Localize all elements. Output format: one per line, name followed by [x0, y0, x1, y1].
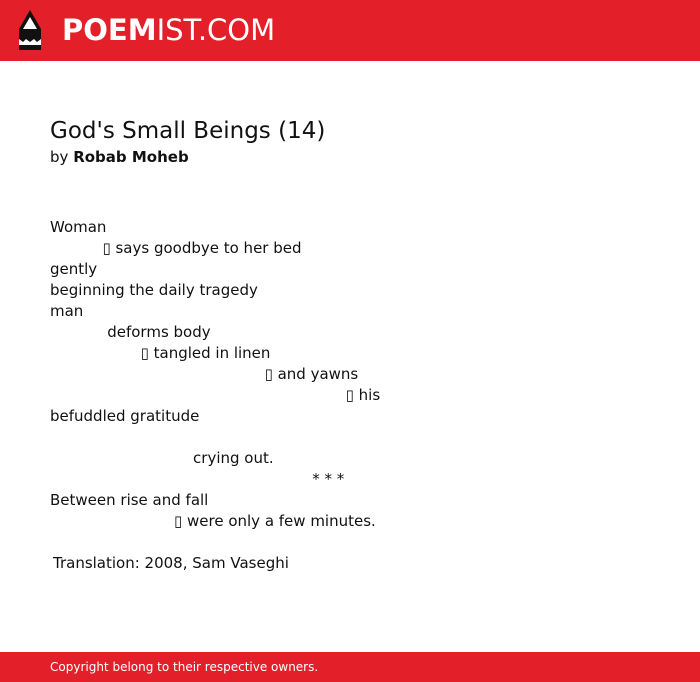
site-header	[0, 0, 700, 61]
site-footer	[0, 652, 700, 682]
byline	[50, 147, 670, 168]
poem-line: befuddled gratitude	[50, 407, 200, 425]
translation-credit: Translation: 2008, Sam Vaseghi	[53, 554, 289, 572]
poem-line: ▯ and yawns	[50, 365, 359, 383]
poem-line: ▯ says goodbye to her bed	[50, 239, 302, 257]
poem-line: beginning the daily tragedy	[50, 281, 258, 299]
poem-body	[50, 217, 670, 532]
poem-line: Woman	[50, 218, 107, 236]
copyright-notice: Copyright belong to their respective owners.	[50, 660, 319, 674]
poem-line: Between rise and fall	[50, 491, 209, 509]
site-logo[interactable]	[62, 12, 275, 48]
brand-light: IST.COM	[156, 13, 276, 47]
poem-line: crying out.	[50, 449, 274, 467]
poem-line: deforms body	[50, 323, 211, 341]
pencil-icon[interactable]	[16, 9, 44, 51]
poem-line	[50, 427, 670, 448]
poem-line: ▯ his	[50, 386, 381, 404]
by-label: by	[50, 148, 69, 166]
poem-title: God's Small Beings (14)	[50, 118, 326, 144]
author-name[interactable]: Robab Moheb	[73, 148, 189, 166]
poem-line: man	[50, 302, 84, 320]
poem-line: ▯ tangled in linen	[50, 344, 271, 362]
poem-line: gently	[50, 260, 98, 278]
poem-line: ▯ were only a few minutes.	[50, 512, 376, 530]
poem-article	[50, 116, 670, 574]
brand-bold: POEM	[62, 13, 157, 47]
poem-line: * * *	[50, 470, 345, 488]
